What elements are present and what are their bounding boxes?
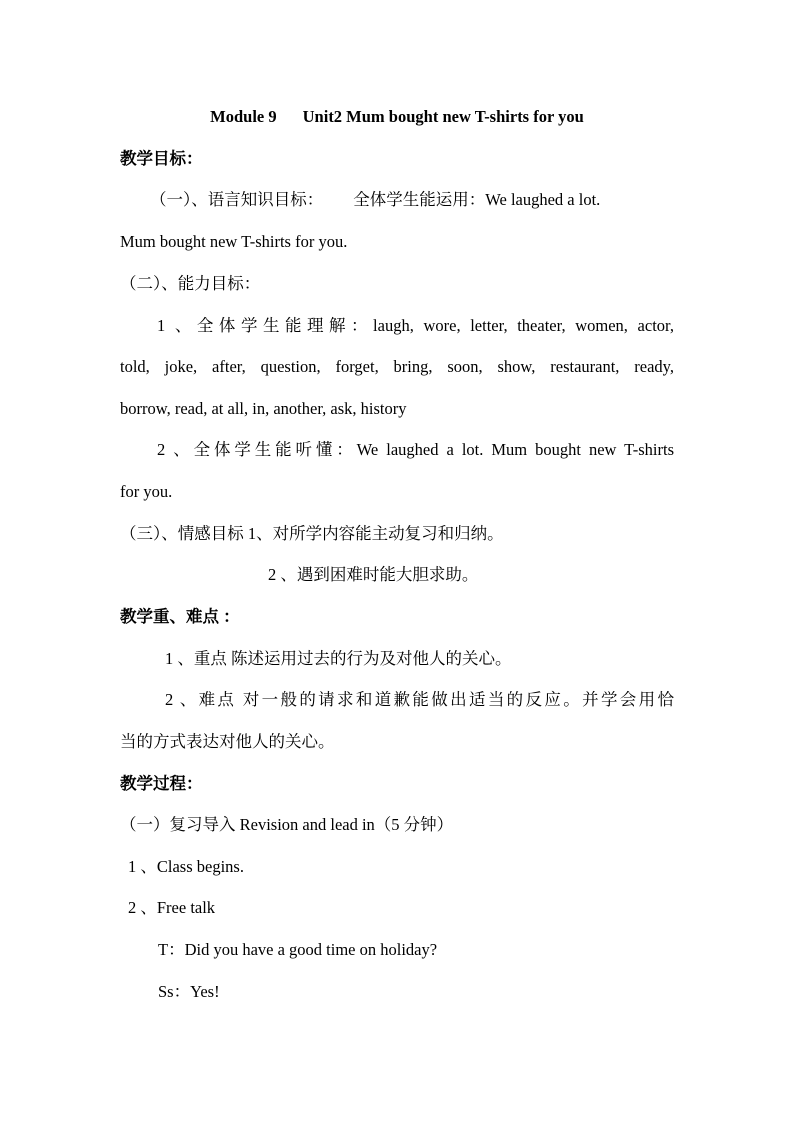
heading-keypoints: 教学重、难点 ： [120,607,240,626]
objective-1-continued: Mum bought new T-shirts for you. [120,232,348,251]
heading-objectives: 教学目标： [120,149,203,168]
heading-process: 教学过程： [120,774,203,793]
objective-1 [150,190,674,210]
page-title [0,107,794,127]
dialog-teacher: T：Did you have a good time on holiday? [158,940,438,959]
dialog-students: Ss：Yes! [158,982,220,1001]
keypoint-1: 1 、重点 陈述运用过去的行为及对他人的关心。 [165,649,512,668]
objective-3-line-2: 2 、遇到困难时能大胆求助。 [268,565,479,584]
objective-2-item-2-line-1: 2 、全体学生能听懂：We laughed a lot. Mum bought new T-shirts [157,440,674,459]
objective-2-item-1-line-3: borrow, read, at all, in, another, ask, history [120,399,407,418]
title-unit: Unit2 Mum bought new T-shirts for you [302,107,584,126]
objective-3-line-1: （三）、情感目标 1、对所学内容能主动复习和归纳。 [120,524,504,543]
process-step-1-item-1: 1 、Class begins. [128,857,244,876]
process-step-1: （一）复习导入 Revision and lead in（5 分钟） [120,815,454,834]
objective-1-label: （一）、语言知识目标： [150,190,324,209]
process-step-1-item-2: 2 、Free talk [128,898,216,917]
title-module: Module 9 [210,107,277,126]
keypoint-2-line-2: 当的方式表达对他人的关心。 [120,732,335,751]
objective-2-item-1-line-1: 1 、全体学生能理解：laugh, wore, letter, theater, women, actor, [157,316,674,335]
keypoint-2-line-1: 2 、难点 对一般的请求和道歉能做出适当的反应。并学会用恰 [165,690,674,709]
objective-2-item-1-line-2: told, joke, after, question, forget, bring, soon, show, restaurant, ready, [120,357,674,376]
objective-2-item-2-line-2: for you. [120,482,173,501]
objective-1-text: 全体学生能运用：We laughed a lot. [353,190,601,209]
objective-2-label: （二）、能力目标： [120,274,261,293]
